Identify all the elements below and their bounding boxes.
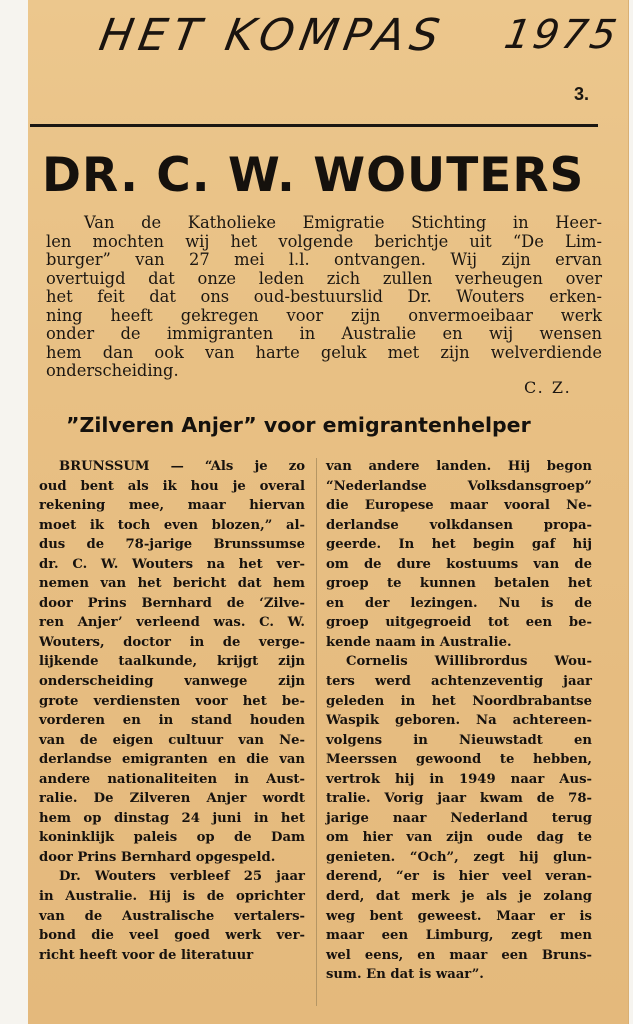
intro-line: Van de Katholieke Emigratie Stichting in Heer- [84, 213, 602, 232]
column-line: ralie. De Zilveren Anjer wordt [39, 791, 305, 807]
handwritten-year: 1975 [500, 12, 623, 58]
column-line: geleden in het Noordbrabantse [326, 693, 592, 709]
column-line: die Europese maar vooral Ne- [326, 498, 592, 514]
column-line: onderscheiding vanwege zijn [39, 674, 305, 690]
column-line: grote verdiensten voor het be- [39, 693, 305, 709]
intro-line: burger” van 27 mei l.l. ontvangen. Wij zijn ervan [46, 250, 602, 269]
column-line: vertrok hij in 1949 naar Aus- [326, 771, 592, 787]
column-line: lijkende taalkunde, krijgt zijn [39, 654, 305, 670]
page-number: 3. [574, 84, 590, 104]
column-line: ren Anjer’ verleend was. C. W. [39, 615, 305, 631]
column-line: BRUNSSUM — “Als je zo [59, 459, 305, 474]
intro-line: hem dan ook van harte geluk met zijn welverdiende [46, 342, 602, 362]
column-line: “Nederlandse Volksdansgroep” [326, 478, 592, 494]
column-line: oud bent als ik hou je overal [39, 478, 305, 494]
column-line: derlandse emigranten en die van [39, 752, 305, 768]
handwritten-source-title: HET KOMPAS [95, 10, 449, 61]
intro-paragraph [46, 214, 602, 381]
intro-line: ning heeft gekregen voor zijn onvermoeibaar werk [46, 305, 602, 325]
column-line: wel eens, en maar een Bruns- [326, 947, 592, 963]
column-line: groep te kunnen betalen het [326, 576, 592, 592]
intro-line: onderscheiding. [46, 361, 179, 380]
column-line: nemen van het bericht dat hem [39, 576, 305, 592]
column-line: dus de 78-jarige Brunssumse [39, 537, 305, 553]
intro-line: overtuigd dat onze leden zich zullen verheugen over [46, 268, 602, 288]
column-line: Dr. Wouters verbleef 25 jaar [59, 869, 305, 885]
column-line: ters werd achtenzeventig jaar [326, 674, 592, 690]
column-line: rekening mee, maar hiervan [39, 498, 305, 514]
column-line: sum. En dat is waar”. [326, 967, 484, 983]
column-line: geerde. In het begin gaf hij [326, 537, 592, 553]
column-line: Waspik geboren. Na achtereen- [326, 713, 592, 729]
column-line: Wouters, doctor in de verge- [39, 634, 305, 650]
author-initials: C. Z. [524, 378, 572, 397]
column-line: door Prins Bernhard de ‘Zilve- [39, 595, 305, 611]
column-line: om hier van zijn oude dag te [326, 830, 592, 846]
intro-line: het feit dat ons oud-bestuurslid Dr. Wouters erken- [46, 287, 602, 306]
column-line: tralie. Vorig jaar kwam de 78- [326, 791, 592, 807]
column-divider [316, 458, 317, 1006]
column-line: weg bent geweest. Maar er is [326, 908, 592, 924]
column-line: dr. C. W. Wouters na het ver- [39, 556, 305, 572]
column-line: van de eigen cultuur van Ne- [39, 732, 305, 748]
column-line: vorderen en in stand houden [39, 713, 305, 729]
intro-line: len mochten wij het volgende berichtje uit “De Lim- [46, 231, 602, 251]
column-line: van de Australische vertalers- [39, 908, 305, 924]
column-line: derd, dat merk je als je zolang [326, 889, 592, 905]
column-line: derend, “er is hier veel veran- [326, 869, 592, 885]
column-line: maar een Limburg, zegt men [326, 928, 592, 944]
column-line: door Prins Bernhard opgespeld. [39, 849, 276, 865]
column-line: richt heeft voor de literatuur [39, 947, 254, 963]
column-line: moet ik toch even blozen,” al- [39, 517, 305, 533]
column-line: en der lezingen. Nu is de [326, 595, 592, 611]
column-line: bond die veel goed werk ver- [39, 928, 305, 944]
column-line: hem op dinstag 24 juni in het [39, 810, 305, 826]
column-line: jarige naar Nederland terug [326, 810, 592, 826]
article-subheadline: ”Zilveren Anjer” voor emigrantenhelper [66, 413, 531, 437]
headline: DR. C. W. WOUTERS [42, 148, 585, 203]
column-line: kende naam in Australie. [326, 634, 512, 650]
column-line: koninklijk paleis op de Dam [39, 830, 305, 846]
column-line: genieten. “Och”, zegt hij glun- [326, 849, 592, 865]
column-line: volgens in Nieuwstadt en [326, 732, 592, 748]
header-rule [30, 124, 598, 127]
column-line: van andere landen. Hij begon [326, 459, 592, 474]
column-line: Meerssen gewoond te hebben, [326, 752, 592, 768]
column-line: derlandse volkdansen propa- [326, 517, 592, 533]
column-line: om de dure kostuums van de [326, 556, 592, 572]
column-line: in Australie. Hij is de oprichter [39, 889, 305, 905]
column-line: Cornelis Willibrordus Wou- [346, 654, 592, 670]
column-line: groep uitgegroeid tot een be- [326, 615, 592, 631]
article-column-left [39, 457, 305, 965]
column-line: andere nationaliteiten in Aust- [39, 771, 305, 787]
article-column-right [326, 457, 592, 985]
intro-line: onder de immigranten in Australie en wij wensen [46, 324, 602, 343]
